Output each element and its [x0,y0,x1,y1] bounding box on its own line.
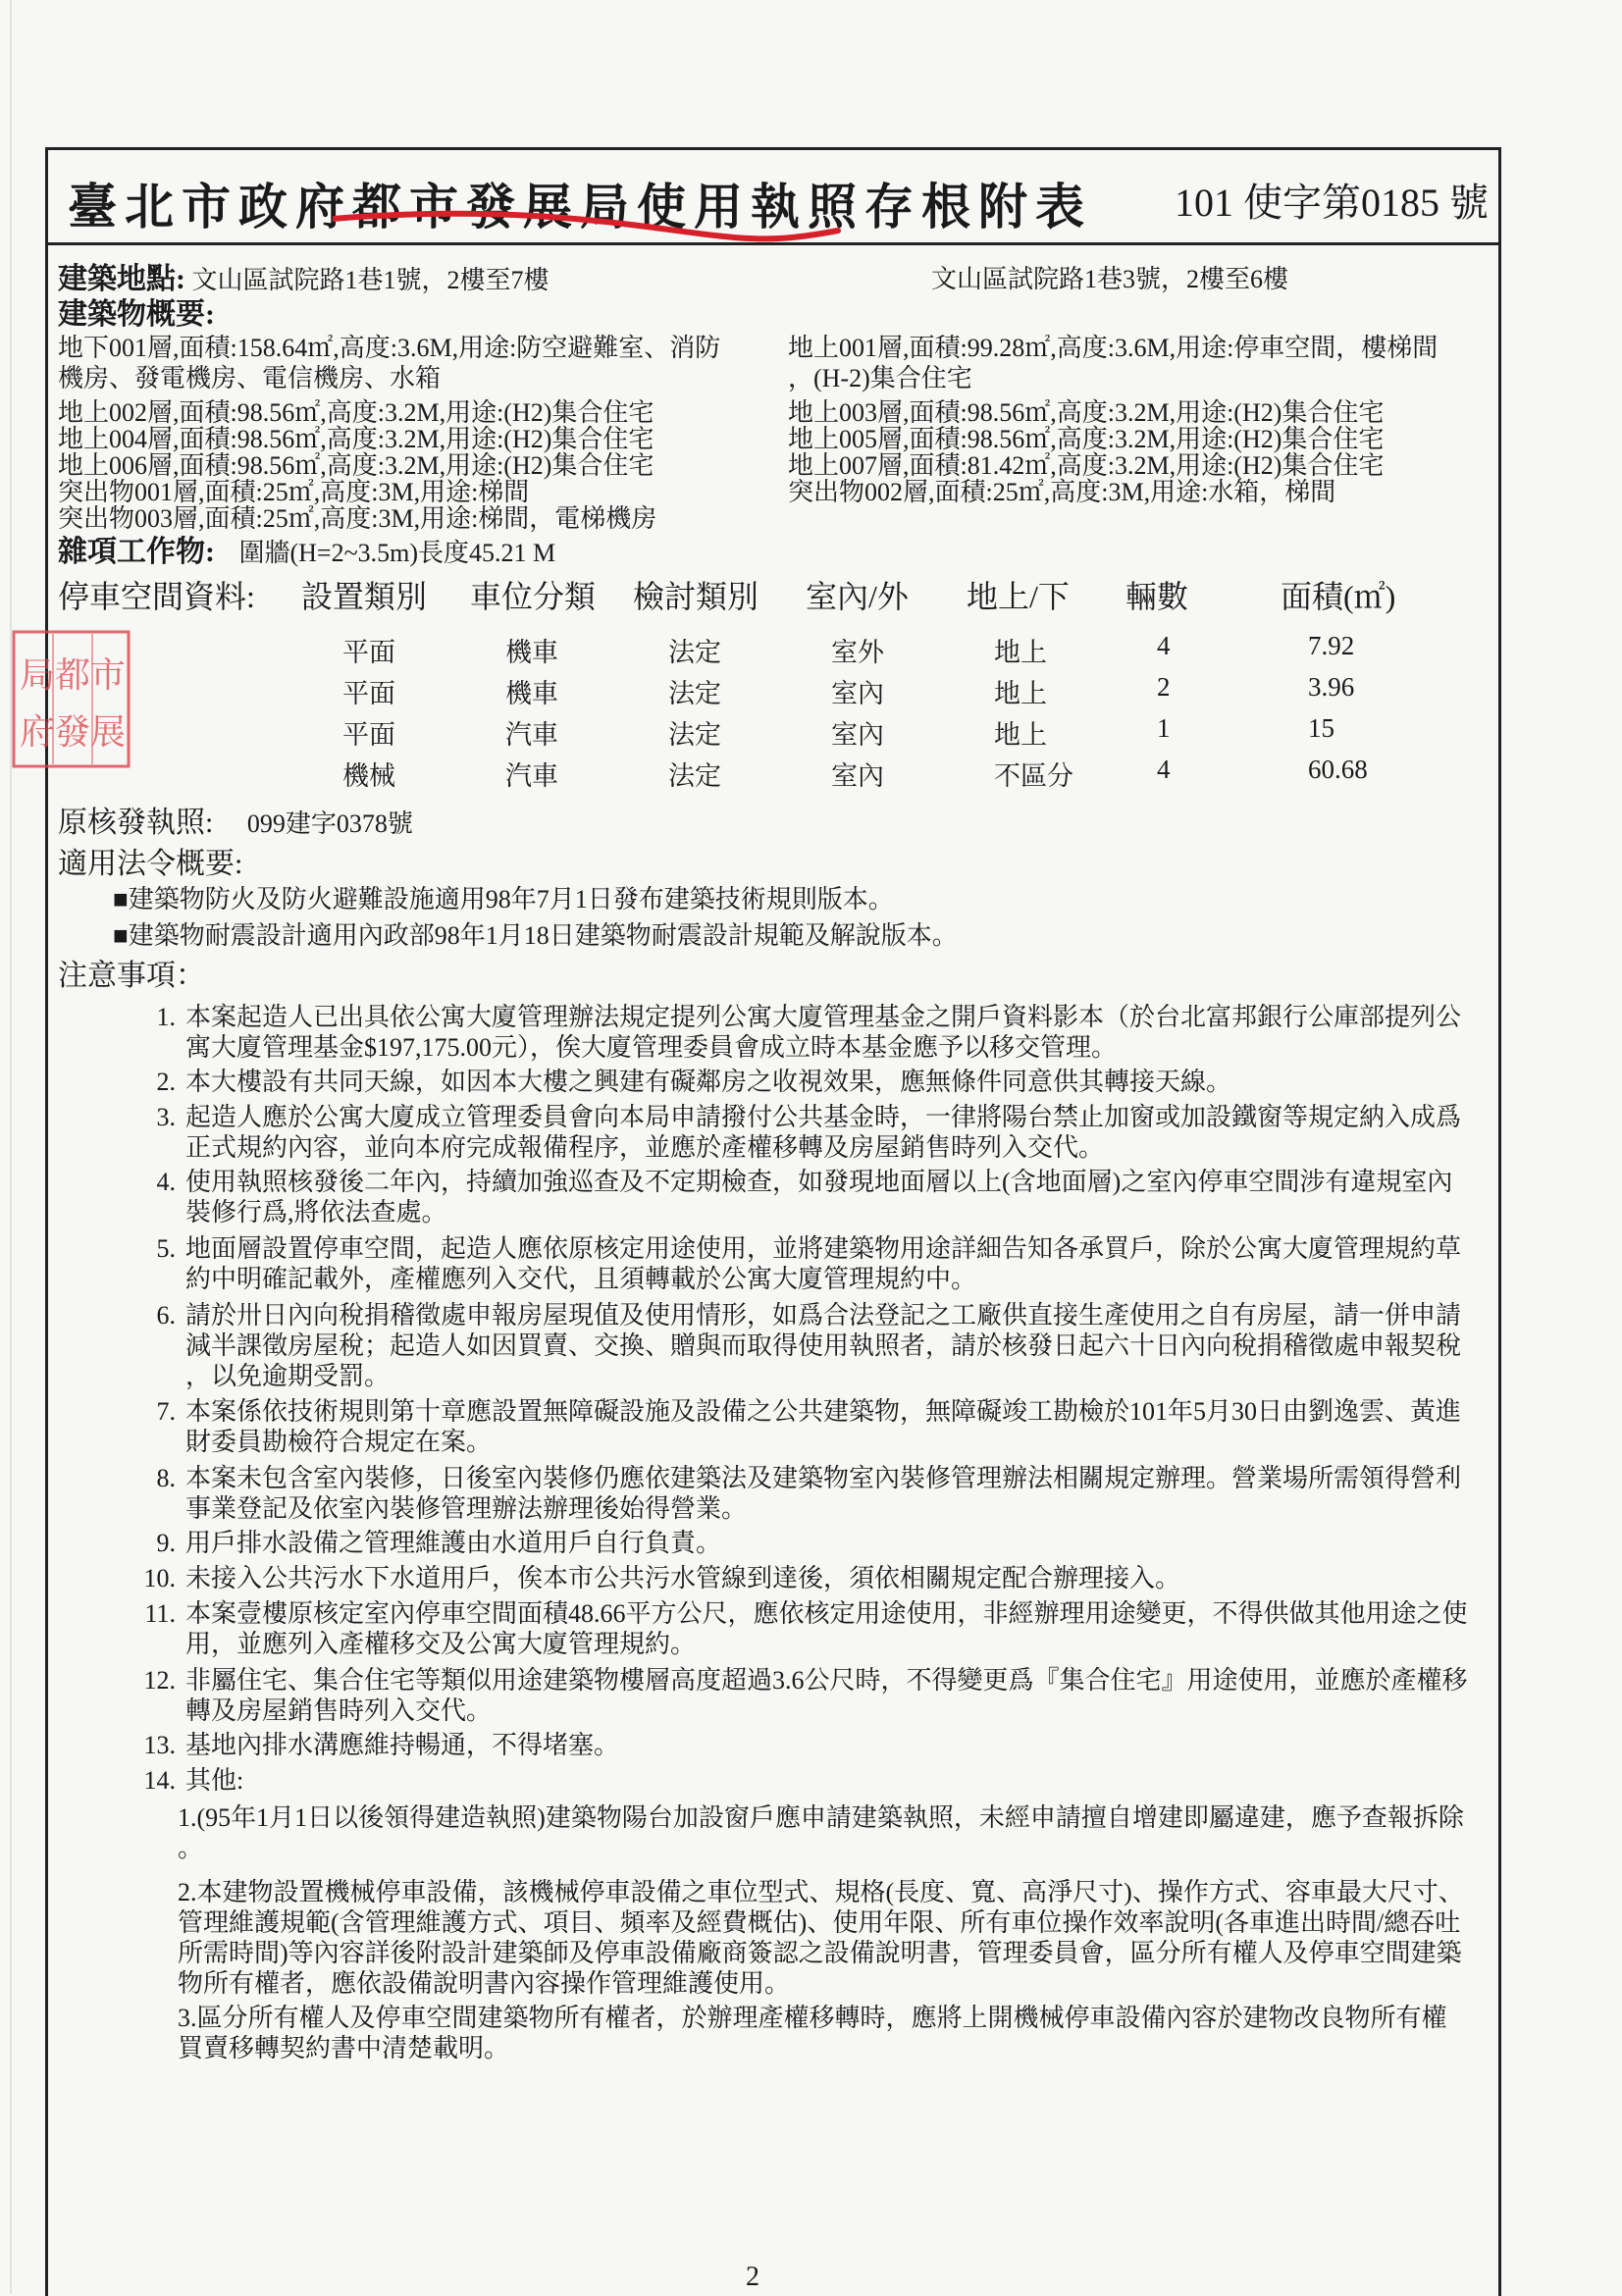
parking-cell: 3.96 [1308,672,1355,702]
overview-b1-line2: 機房、發電機房、電信機房、水箱 [58,364,442,392]
overview-f1-line2: ，(H-2)集合住宅 [788,364,972,392]
note-line: 用戶排水設備之管理維護由水道用戶自行負責。 [185,1529,722,1557]
note-number: 4. [156,1168,176,1196]
parking-cell: 汽車 [505,761,558,791]
note-number: 6. [156,1301,176,1330]
misc-label: 雜項工作物: [58,536,215,568]
note-item-14 [117,1765,1491,1796]
note-line: 。 [178,1834,204,1862]
note-line: 管理維護規範(含管理維護方式、項目、頻率及經費概估)、使用年限、所有車位操作效率說明(各車進出時間/總吞吐 [178,1908,1461,1937]
site-address-2: 文山區試院路1巷3號，2樓至6樓 [931,265,1289,293]
parking-cell: 室外 [831,638,884,667]
official-seal-stamp [10,628,132,770]
note-line: 3.區分所有權人及停車空間建築物所有權者，於辦理產權移轉時，應將上開機械停車設備內容於建物改良物所有權 [178,2004,1447,2032]
original-permit-row [58,808,413,839]
parking-cell: 地上 [994,679,1047,708]
document-frame [45,147,1501,2296]
note-number: 11. [144,1599,176,1628]
parking-cell: 平面 [342,679,395,708]
parking-header-count: 輛數 [1125,579,1189,614]
note-item-8 [117,1463,1491,1524]
note-line: 起造人應於公寓大廈成立管理委員會向本局申請撥付公共基金時，一律將陽台禁止加窗或加設鐵窗等規定納入成爲 [185,1103,1462,1131]
note-line: 減半課徵房屋稅；起造人如因買賣、交換、贈與而取得使用執照者，請於核發日起六十日內向稅捐稽徵處申報契稅 [185,1331,1462,1360]
original-permit-value: 099建字0378號 [246,809,413,838]
note-item-7 [117,1396,1491,1457]
note-line: 本案起造人已出具依公寓大廈管理辦法規定提列公寓大廈管理基金之開戶資料影本（於台北富邦銀行公庫部提列公 [185,1003,1462,1031]
note-line: 物所有權者，應依設備說明書內容操作管理維護使用。 [178,1969,791,1998]
note-line: 2.本建物設置機械停車設備，該機械停車設備之車位型式、規格(長度、寬、高淨尺寸)、操作方式、容車最大尺寸、 [178,1878,1464,1906]
parking-header-review: 檢討類別 [633,579,759,614]
note-number: 13. [143,1731,176,1759]
parking-cell: 機械 [342,761,395,791]
note-line: 寓大廈管理基金$197,175.00元），俟大廈管理委員會成立時本基金應予以移交管理。 [185,1033,1118,1062]
parking-cell: 室內 [831,761,884,791]
misc-value: 圍牆(H=2~3.5m)長度45.21 M [238,539,556,567]
svg-text:府發展: 府發展 [19,712,127,753]
note-line: 事業登記及依室內裝修管理辦法辦理後始得營業。 [185,1494,748,1523]
note-number: 2. [156,1068,176,1096]
note-item-13 [117,1730,1491,1760]
other-item-2 [178,1877,1542,1999]
note-line: 裝修行爲,將依法查處。 [185,1198,447,1226]
note-line: 轉及房屋銷售時列入交代。 [185,1696,493,1725]
parking-header-indoor: 室內/外 [806,579,909,614]
note-number: 5. [156,1234,176,1263]
note-line: 其他: [185,1766,244,1795]
parking-cell: 室內 [831,720,884,750]
other-item-1 [178,1802,1542,1863]
parking-cell: 機車 [505,638,558,667]
note-number: 9. [156,1529,176,1557]
parking-cell: 室內 [831,679,884,708]
parking-header-type: 設置類別 [301,579,428,614]
parking-cell: 法定 [668,720,721,750]
note-number: 8. [156,1464,176,1492]
overview-p2: 突出物002層,面積:25㎡,高度:3M,用途:水箱，梯間 [788,478,1336,506]
note-item-12 [117,1665,1491,1726]
parking-cell: 法定 [668,761,721,791]
note-line: 本大樓設有共同天線，如因本大樓之興建有礙鄰房之收視效果，應無條件同意供其轉接天線。 [185,1068,1232,1096]
note-item-4 [117,1167,1491,1227]
original-permit-label: 原核發執照: [58,807,214,839]
note-item-1 [117,1002,1491,1063]
parking-header-level: 地上/下 [967,579,1070,614]
parking-cell: 平面 [342,720,395,750]
overview-label: 建築物概要: [58,298,215,331]
parking-cell: 地上 [994,638,1047,667]
note-line: 非屬住宅、集合住宅等類似用途建築物樓層高度超過3.6公尺時，不得變更爲『集合住宅』用途使用，並應於產權移 [185,1666,1468,1695]
parking-cell: 4 [1157,755,1171,784]
overview-f4: 地上004層,面積:98.56㎡,高度:3.2M,用途:(H2)集合住宅 [58,425,654,453]
note-line: 正式規約內容，並向本府完成報備程序，並應於產權移轉及房屋銷售時列入交代。 [185,1133,1105,1162]
note-number: 1. [156,1003,176,1031]
parking-label: 停車空間資料: [58,579,255,614]
note-item-6 [117,1300,1491,1391]
overview-p1: 突出物001層,面積:25㎡,高度:3M,用途:梯間 [58,478,530,506]
note-line: 用，並應列入產權移交及公寓大廈管理規約。 [185,1630,697,1658]
overview-p3: 突出物003層,面積:25㎡,高度:3M,用途:梯間，電梯機房 [58,504,657,533]
site-label: 建築地點: [58,263,185,295]
parking-cell: 4 [1157,631,1171,660]
red-strike-mark [333,209,843,248]
law-label: 適用法令概要: [58,848,243,880]
note-line: 所需時間)等內容詳後附設計建築師及停車設備廠商簽認之設備說明書，管理委員會，區分所有權人及停車空間建築 [178,1939,1462,1967]
parking-cell: 平面 [342,638,395,667]
parking-cell: 15 [1308,713,1334,743]
overview-f6: 地上006層,面積:98.56㎡,高度:3.2M,用途:(H2)集合住宅 [58,451,654,480]
other-item-3 [178,2003,1542,2063]
note-line: 1.(95年1月1日以後領得建造執照)建築物陽台加設窗戶應申請建築執照，未經申請擅自增建即屬違建，應予查報拆除 [178,1803,1464,1832]
parking-cell: 60.68 [1308,755,1368,784]
parking-cell: 不區分 [994,761,1073,791]
parking-cell: 2 [1157,672,1171,702]
parking-cell: 1 [1157,713,1171,743]
note-line: 使用執照核發後二年內，持續加強巡查及不定期檢查，如發現地面層以上(含地面層)之室內停車空間涉有違規室內 [185,1168,1453,1196]
note-item-10 [117,1563,1491,1593]
parking-cell: 7.92 [1308,631,1355,660]
note-item-5 [117,1233,1491,1294]
note-line: 請於卅日內向稅捐稽徵處申報房屋現值及使用情形，如爲合法登記之工廠供直接生產使用之自有房屋，請一併申請 [185,1301,1462,1330]
note-line: 未接入公共污水下水道用戶，俟本市公共污水管線到達後，須依相關規定配合辦理接入。 [185,1564,1181,1592]
overview-f5: 地上005層,面積:98.56㎡,高度:3.2M,用途:(H2)集合住宅 [788,425,1385,453]
parking-header-category: 車位分類 [470,579,597,614]
note-line: ，以免逾期受罰。 [185,1362,391,1390]
parking-cell: 地上 [994,720,1047,750]
overview-f7: 地上007層,面積:81.42㎡,高度:3.2M,用途:(H2)集合住宅 [788,451,1385,480]
note-line: 本案係依技術規則第十章應設置無障礙設施及設備之公共建築物，無障礙竣工勘檢於101年5月30日由劉逸雲、黃進 [185,1397,1462,1426]
law-item-1: ■建築物防火及防火避難設施適用98年7月1日發布建築技術規則版本。 [113,885,894,913]
note-number: 10. [143,1564,176,1592]
title-bar [48,150,1498,245]
note-line: 約中明確記載外，產權應列入交代，且須轉載於公寓大廈管理規約中。 [185,1265,977,1293]
parking-cell: 機車 [505,679,558,708]
parking-cell: 法定 [668,638,721,667]
notes-label: 注意事項： [58,960,205,992]
overview-f1-line1: 地上001層,面積:99.28㎡,高度:3.6M,用途:停車空間，樓梯間 [788,334,1439,362]
note-item-2 [117,1067,1491,1097]
overview-f2: 地上002層,面積:98.56㎡,高度:3.2M,用途:(H2)集合住宅 [58,398,654,427]
overview-b1-line1: 地下001層,面積:158.64㎡,高度:3.6M,用途:防空避難室、消防 [58,334,721,362]
note-number: 12. [143,1666,176,1695]
note-line: 基地內排水溝應維持暢通，不得堵塞。 [185,1731,620,1759]
svg-text:局都市: 局都市 [19,655,127,696]
note-item-9 [117,1528,1491,1558]
document-title: 臺北市政府都市發展局使用執照存根附表 [68,178,1092,235]
note-item-11 [117,1598,1491,1659]
note-line: 本案壹樓原核定室內停車空間面積48.66平方公尺，應依核定用途使用，非經辦理用途變更，不得供做其他用途之使 [185,1599,1468,1628]
note-line: 財委員勘檢符合規定在案。 [185,1428,493,1456]
note-line: 地面層設置停車空間，起造人應依原核定用途使用，並將建築物用途詳細告知各承買戶，除於公寓大廈管理規約草 [185,1234,1462,1263]
permit-number: 101 使字第0185 號 [1175,181,1489,225]
site-address-1: 文山區試院路1巷1號，2樓至7樓 [191,266,549,294]
site-row [58,264,549,295]
misc-row [58,537,555,568]
note-number: 14. [143,1766,176,1795]
page-number: 2 [746,2262,759,2292]
parking-cell: 汽車 [505,720,558,750]
parking-header-area: 面積(㎡) [1281,579,1396,614]
note-line: 買賣移轉契約書中清楚載明。 [178,2034,510,2062]
parking-cell: 法定 [668,679,721,708]
overview-f3: 地上003層,面積:98.56㎡,高度:3.2M,用途:(H2)集合住宅 [788,398,1385,427]
note-number: 3. [156,1103,176,1131]
note-line: 本案未包含室內裝修，日後室內裝修仍應依建築法及建築物室內裝修管理辦法相關規定辦理。營業場所需領得營利 [185,1464,1462,1492]
note-number: 7. [156,1397,176,1426]
note-item-3 [117,1102,1491,1163]
law-item-2: ■建築物耐震設計適用內政部98年1月18日建築物耐震設計規範及解說版本。 [113,921,958,950]
